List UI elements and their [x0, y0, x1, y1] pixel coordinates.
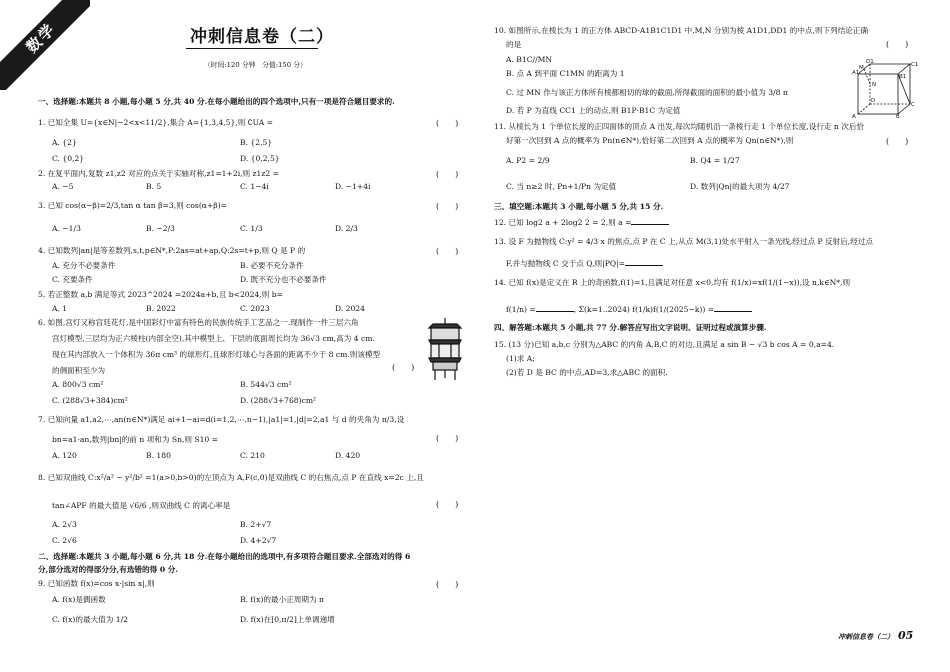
q5-stem: 5. 若正整数 a,b 满足等式 2023^2024 =2024a+b,且 b<2024,则 b= [38, 290, 283, 299]
section-1-heading: 一、选择题:本题共 8 小题,每小题 5 分,共 40 分.在每小题给出的四个选项中,只有一项是符合题目要求的. [38, 97, 395, 106]
q1-option-d[interactable]: D. {0,2,5} [240, 154, 280, 163]
q9-stem: 9. 已知函数 f(x)=cos x·|sin x|,则 [38, 579, 155, 588]
q10-answer-paren[interactable]: ( ) [886, 40, 909, 49]
q10-stem-line2: 的是 [506, 40, 522, 49]
q8-option-d[interactable]: D. 4+2√7 [240, 536, 277, 545]
q1-stem: 1. 已知全集 U={x∈N|−2<x<11/2},集合 A={1,3,4,5},则 ∁UA = [38, 118, 274, 127]
q10-option-a[interactable]: A. B1C//MN [506, 55, 553, 64]
q10-option-d[interactable]: D. 若 P 为直线 CC1 上的动点,则 B1P·B1C 为定值 [506, 106, 681, 115]
cube-label-n: N [872, 82, 877, 88]
q12-answer-blank[interactable] [631, 216, 669, 225]
subject-corner-badge [0, 0, 90, 90]
cube-label-d: D [871, 98, 876, 104]
q13-answer-blank[interactable] [625, 257, 663, 266]
q12-stem: 12. 已知 log2 a + 2log2 2 = 2,则 a = [494, 216, 669, 228]
q1-option-a[interactable]: A. {2} [52, 138, 77, 147]
page-footer [838, 630, 913, 643]
q8-option-c[interactable]: C. 2√6 [52, 536, 77, 545]
q8-option-a[interactable]: A. 2√3 [52, 520, 77, 529]
q14-stem-line1: 14. 已知 f(x)是定义在 R 上的奇函数,f(1)=1,且满足对任意 x<0,均有 f(1/x)=xf(1/(1−x)),设 n,k∈N*,则 [494, 278, 851, 287]
q9-option-a[interactable]: A. f(x)是偶函数 [52, 595, 106, 604]
q11-option-a[interactable]: A. P2 = 2/9 [506, 156, 550, 165]
q13-stem-line2: F,并与抛物线 C 交于点 Q,则|PQ|= [506, 257, 663, 269]
cube-label-a: A [852, 114, 856, 118]
q9-answer-paren[interactable]: ( ) [436, 580, 459, 589]
q2-stem: 2. 在复平面内,复数 z1,z2 对应的点关于实轴对称,z1=1+2i,则 z1z2 = [38, 169, 279, 178]
q6-stem-line1: 6. 如图,宫灯又称宫廷花灯,是中国彩灯中富有特色的民族传统手工艺品之一.现制作一件三层六角 [38, 318, 359, 327]
cube-figure [852, 58, 918, 118]
q14-answer-blank-2[interactable] [714, 303, 752, 312]
q7-stem-line2: bn=a1·an,数列|bn|的前 n 项和为 Sn,则 S10 = [52, 435, 219, 444]
q13-stem-line1: 13. 设 F 为抛物线 C:y² = 4/3 x 的焦点,点 P 在 C 上,从点 M(3,1)处水平射入一条光线,经过点 P 反射后,经过点 [494, 237, 873, 246]
q1-answer-paren[interactable]: ( ) [436, 119, 459, 128]
q4-answer-paren[interactable]: ( ) [436, 247, 459, 256]
q4-option-c[interactable]: C. 充要条件 [52, 275, 93, 284]
q6-option-a[interactable]: A. 800√3 cm² [52, 380, 104, 389]
q10-option-b[interactable]: B. 点 A 到平面 C1MN 的距离为 1 [506, 69, 625, 78]
q6-stem-line3: 现在其内部放入一个体积为 36π cm³ 的球形灯,且球形灯球心与各面的距离不少于 8 cm.则该模型 [52, 350, 381, 359]
q3-option-a[interactable]: A. −1/3 [52, 224, 81, 233]
q7-option-a[interactable]: A. 120 [52, 451, 77, 460]
q9-option-c[interactable]: C. f(x)的最大值为 1/2 [52, 615, 128, 624]
page-number: 05 [898, 629, 914, 642]
q7-stem-line1: 7. 已知向量 a1,a2,⋯,an(n∈N*)满足 ai+1−ai=d(i=1,2,⋯,n−1),|a1|=1,|d|=2,a1 与 d 的夹角为 π/3,设 [38, 415, 405, 424]
section-3-heading: 三、填空题:本题共 3 小题,每小题 5 分,共 15 分. [494, 202, 664, 211]
q6-answer-paren[interactable]: ( ) [392, 363, 415, 372]
q5-option-d[interactable]: D. 2024 [335, 304, 365, 313]
q7-answer-paren[interactable]: ( ) [436, 434, 459, 443]
q8-answer-paren[interactable]: ( ) [436, 500, 459, 509]
q5-option-c[interactable]: C. 2023 [240, 304, 270, 313]
section-2-heading-line2: 分,部分选对的得部分分,有选错的得 0 分. [38, 565, 179, 574]
cube-label-d1: D1 [866, 59, 874, 65]
q6-option-d[interactable]: D. (288√3+768)cm² [240, 396, 317, 405]
q9-option-d[interactable]: D. f(x)在[0,π/2]上单调递增 [240, 615, 335, 624]
subject-label: 数学 [22, 19, 60, 57]
q3-answer-paren[interactable]: ( ) [436, 202, 459, 211]
section-2-heading-line1: 二、选择题:本题共 3 小题,每小题 6 分,共 18 分.在每小题给出的选项中,有多项符合题目要求.全部选对的得 6 [38, 552, 411, 561]
q3-stem: 3. 已知 cos(α−β)=2/3,tan α tan β=3,则 cos(α+β)= [38, 201, 227, 210]
q4-option-d[interactable]: D. 既不充分也不必要条件 [240, 275, 327, 284]
q6-stem-line2: 宫灯模型,三层均为正六棱柱(内部全空),其中模型上、下层的底面周长均为 36√3 cm,高为 4 cm. [52, 334, 375, 343]
q8-option-b[interactable]: B. 2+√7 [240, 520, 272, 529]
section-4-heading: 四、解答题:本题共 5 小题,共 77 分.解答应写出文字说明、证明过程或演算步骤. [494, 323, 767, 332]
q7-option-d[interactable]: D. 420 [335, 451, 361, 460]
q3-option-b[interactable]: B. −2/3 [146, 224, 175, 233]
exam-meta: （时间:120 分钟 分值:150 分） [204, 61, 307, 69]
q8-stem-line1: 8. 已知双曲线 C:x²/a² − y²/b² =1(a>0,b>0)的左顶点为 A,F(c,0)是双曲线 C 的右焦点,点 P 在直线 x=2c 上,且 [38, 473, 424, 482]
q14-answer-blank-1[interactable] [536, 303, 574, 312]
q5-option-a[interactable]: A. 1 [52, 304, 68, 313]
cube-label-b1: B1 [899, 74, 907, 80]
q4-option-b[interactable]: B. 必要不充分条件 [240, 261, 304, 270]
q3-option-c[interactable]: C. 1/3 [240, 224, 263, 233]
q4-stem: 4. 已知数列|an|是等差数列,s,t,p∈N*,P:2as=at+ap,Q:2s=t+p,则 Q 是 P 的 [38, 246, 306, 255]
q1-option-c[interactable]: C. {0,2} [52, 154, 85, 163]
q8-stem-line2: tan∠APF 的最大值是 √6/6 ,则双曲线 C 的离心率是 [52, 501, 231, 510]
q6-stem-line4: 的侧面积至少为 [52, 366, 106, 375]
q11-option-b[interactable]: B. Q4 = 1/27 [690, 156, 740, 165]
q2-option-b[interactable]: B. 5 [146, 182, 162, 191]
q11-stem-line2: 好第一次回到 A 点的概率为 Pn(n∈N*),恰好第二次回到 A 点的概率为 Qn(n∈N*),则 [506, 136, 794, 145]
q11-answer-paren[interactable]: ( ) [886, 137, 909, 146]
palace-lantern-figure [425, 318, 465, 382]
q2-option-a[interactable]: A. −5 [52, 182, 74, 191]
q11-option-c[interactable]: C. 当 n≥2 时, Pn+1/Pn 为定值 [506, 182, 617, 191]
q6-option-b[interactable]: B. 544√3 cm² [240, 380, 292, 389]
q6-option-c[interactable]: C. (288√3+384)cm² [52, 396, 128, 405]
exam-title: 冲刺信息卷（二） [190, 27, 334, 47]
footer-title: 冲刺信息卷（二） [838, 632, 894, 641]
q2-option-d[interactable]: D. −1+4i [335, 182, 371, 191]
q5-option-b[interactable]: B. 2022 [146, 304, 176, 313]
q9-option-b[interactable]: B. f(x)的最小正周期为 π [240, 595, 324, 604]
q15-part2: (2)若 D 是 BC 的中点,AD=3,求△ABC 的面积. [506, 368, 668, 377]
q4-option-a[interactable]: A. 充分不必要条件 [52, 261, 116, 270]
cube-label-c: C [911, 102, 915, 108]
q14-stem-line2: f(1/n) = , Σ(k=1..2024) f(1/k)f(1/(2025−k)) = [506, 303, 752, 315]
q1-option-b[interactable]: B. {2,5} [240, 138, 273, 147]
q2-option-c[interactable]: C. 1−4i [240, 182, 269, 191]
cube-label-m: M [859, 65, 864, 71]
q7-option-c[interactable]: C. 210 [240, 451, 265, 460]
q7-option-b[interactable]: B. 180 [146, 451, 171, 460]
q11-option-d[interactable]: D. 数列|Qn|的最大项为 4/27 [690, 182, 790, 191]
q10-option-c[interactable]: C. 过 MN 作与该正方体所有棱都相切的球的截面,所得截面的面积的最小值为 3/8 π [506, 88, 788, 97]
cube-label-b: B [896, 114, 900, 118]
q10-stem-line1: 10. 如图所示,在棱长为 1 的正方体 ABCD-A1B1C1D1 中,M,N 分别为棱 A1D1,DD1 的中点,则下列结论正确 [494, 26, 869, 35]
q3-option-d[interactable]: D. 2/3 [335, 224, 358, 233]
q2-answer-paren[interactable]: ( ) [436, 170, 459, 179]
cube-label-a1: A1 [852, 70, 860, 76]
q15-part1: (1)求 A; [506, 354, 535, 363]
title-underline [186, 48, 318, 49]
q11-stem-line1: 11. 从棱长为 1 个单位长度的正四面体的顶点 A 出发,每次均随机沿一条棱行走 1 个单位长度,设行走 n 次后恰 [494, 122, 865, 131]
q15-stem-line1: 15. (13 分)已知 a,b,c 分别为△ABC 的内角 A,B,C 的对边,且满足 a sin B − √3 b cos A = 0,a=4. [494, 340, 835, 349]
cube-label-c1: C1 [911, 62, 918, 68]
